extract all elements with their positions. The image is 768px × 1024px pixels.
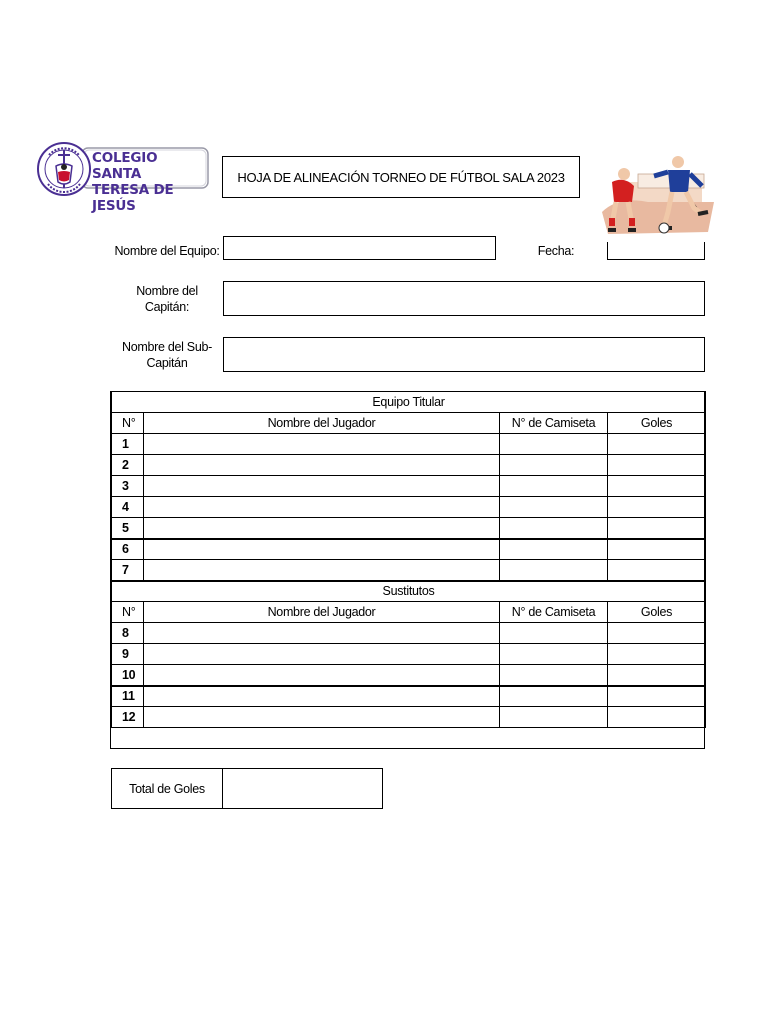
player-number: 5	[112, 518, 144, 539]
column-goals-header: Goles	[608, 602, 706, 623]
school-name-line2: TERESA DE JESÚS	[92, 182, 174, 214]
player-name-cell[interactable]	[144, 539, 500, 560]
player-name-cell[interactable]	[144, 476, 500, 497]
shirt-number-cell[interactable]	[500, 476, 608, 497]
player-name-cell[interactable]	[144, 518, 500, 539]
player-name-cell[interactable]	[144, 623, 500, 644]
player-name-cell[interactable]	[144, 665, 500, 686]
total-goals-field[interactable]	[222, 768, 383, 809]
substitutes-title: Sustitutos	[112, 581, 706, 602]
school-name	[92, 150, 208, 214]
player-name-cell[interactable]	[144, 644, 500, 665]
column-number-header: N°	[112, 413, 144, 434]
player-name-cell[interactable]	[144, 707, 500, 728]
team-name-label: Nombre del Equipo:	[114, 244, 220, 258]
column-shirt-number-header: N° de Camiseta	[500, 413, 608, 434]
table-row	[112, 497, 706, 518]
school-logo	[36, 140, 210, 214]
table-row	[112, 560, 706, 581]
captain-label-line2: Capitán:	[144, 300, 190, 314]
table-row	[112, 434, 706, 455]
player-name-cell[interactable]	[144, 686, 500, 707]
table-row	[112, 686, 706, 707]
goals-cell[interactable]	[608, 560, 706, 581]
player-name-cell[interactable]	[144, 434, 500, 455]
player-number: 8	[112, 623, 144, 644]
captain-label	[112, 283, 222, 315]
table-row	[112, 707, 706, 728]
player-number: 3	[112, 476, 144, 497]
substitutes-section-header	[112, 581, 706, 602]
player-number: 12	[112, 707, 144, 728]
starters-column-header	[112, 413, 706, 434]
shirt-number-cell[interactable]	[500, 518, 608, 539]
goals-cell[interactable]	[608, 455, 706, 476]
table-row	[112, 665, 706, 686]
player-number: 4	[112, 497, 144, 518]
starters-title: Equipo Titular	[112, 392, 706, 413]
shirt-number-cell[interactable]	[500, 560, 608, 581]
captain-label-line1: Nombre del	[136, 284, 198, 298]
subcaptain-field[interactable]	[223, 337, 705, 372]
captain-field[interactable]	[223, 281, 705, 316]
table-row	[112, 518, 706, 539]
player-number: 10	[112, 665, 144, 686]
school-name-line1: COLEGIO SANTA	[92, 150, 158, 182]
goals-cell[interactable]	[608, 518, 706, 539]
total-goals-label: Total de Goles	[111, 768, 223, 809]
player-name-cell[interactable]	[144, 560, 500, 581]
goals-cell[interactable]	[608, 707, 706, 728]
futsal-players-illustration	[598, 152, 722, 240]
shirt-number-cell[interactable]	[500, 434, 608, 455]
goals-cell[interactable]	[608, 539, 706, 560]
subcaptain-label-line2: Capitán	[146, 356, 188, 370]
shirt-number-cell[interactable]	[500, 539, 608, 560]
shirt-number-cell[interactable]	[500, 665, 608, 686]
player-name-cell[interactable]	[144, 455, 500, 476]
column-player-name-header: Nombre del Jugador	[144, 602, 500, 623]
shirt-number-cell[interactable]	[500, 623, 608, 644]
substitutes-column-header	[112, 602, 706, 623]
column-number-header: N°	[112, 602, 144, 623]
date-label: Fecha:	[537, 244, 575, 258]
player-number: 2	[112, 455, 144, 476]
table-row	[112, 644, 706, 665]
column-player-name-header: Nombre del Jugador	[144, 413, 500, 434]
table-row	[112, 476, 706, 497]
player-number: 7	[112, 560, 144, 581]
lineup-table	[111, 391, 706, 728]
shirt-number-cell[interactable]	[500, 497, 608, 518]
goals-cell[interactable]	[608, 686, 706, 707]
goals-cell[interactable]	[608, 665, 706, 686]
starters-section-header	[112, 392, 706, 413]
shirt-number-cell[interactable]	[500, 707, 608, 728]
team-name-field[interactable]	[223, 236, 496, 260]
goals-cell[interactable]	[608, 644, 706, 665]
shirt-number-cell[interactable]	[500, 455, 608, 476]
date-field[interactable]	[607, 242, 705, 260]
shirt-number-cell[interactable]	[500, 644, 608, 665]
subcaptain-label	[112, 339, 222, 371]
player-number: 6	[112, 539, 144, 560]
shirt-number-cell[interactable]	[500, 686, 608, 707]
column-shirt-number-header: N° de Camiseta	[500, 602, 608, 623]
subcaptain-label-line1: Nombre del Sub-	[122, 340, 212, 354]
football-players-icon	[598, 152, 722, 240]
goals-cell[interactable]	[608, 434, 706, 455]
player-number: 1	[112, 434, 144, 455]
goals-cell[interactable]	[608, 623, 706, 644]
page-title: HOJA DE ALINEACIÓN TORNEO DE FÚTBOL SALA 2023	[222, 156, 580, 198]
table-row	[112, 623, 706, 644]
player-number: 11	[112, 686, 144, 707]
goals-cell[interactable]	[608, 497, 706, 518]
column-goals-header: Goles	[608, 413, 706, 434]
goals-cell[interactable]	[608, 476, 706, 497]
table-row	[112, 539, 706, 560]
table-row	[112, 455, 706, 476]
player-name-cell[interactable]	[144, 497, 500, 518]
player-number: 9	[112, 644, 144, 665]
